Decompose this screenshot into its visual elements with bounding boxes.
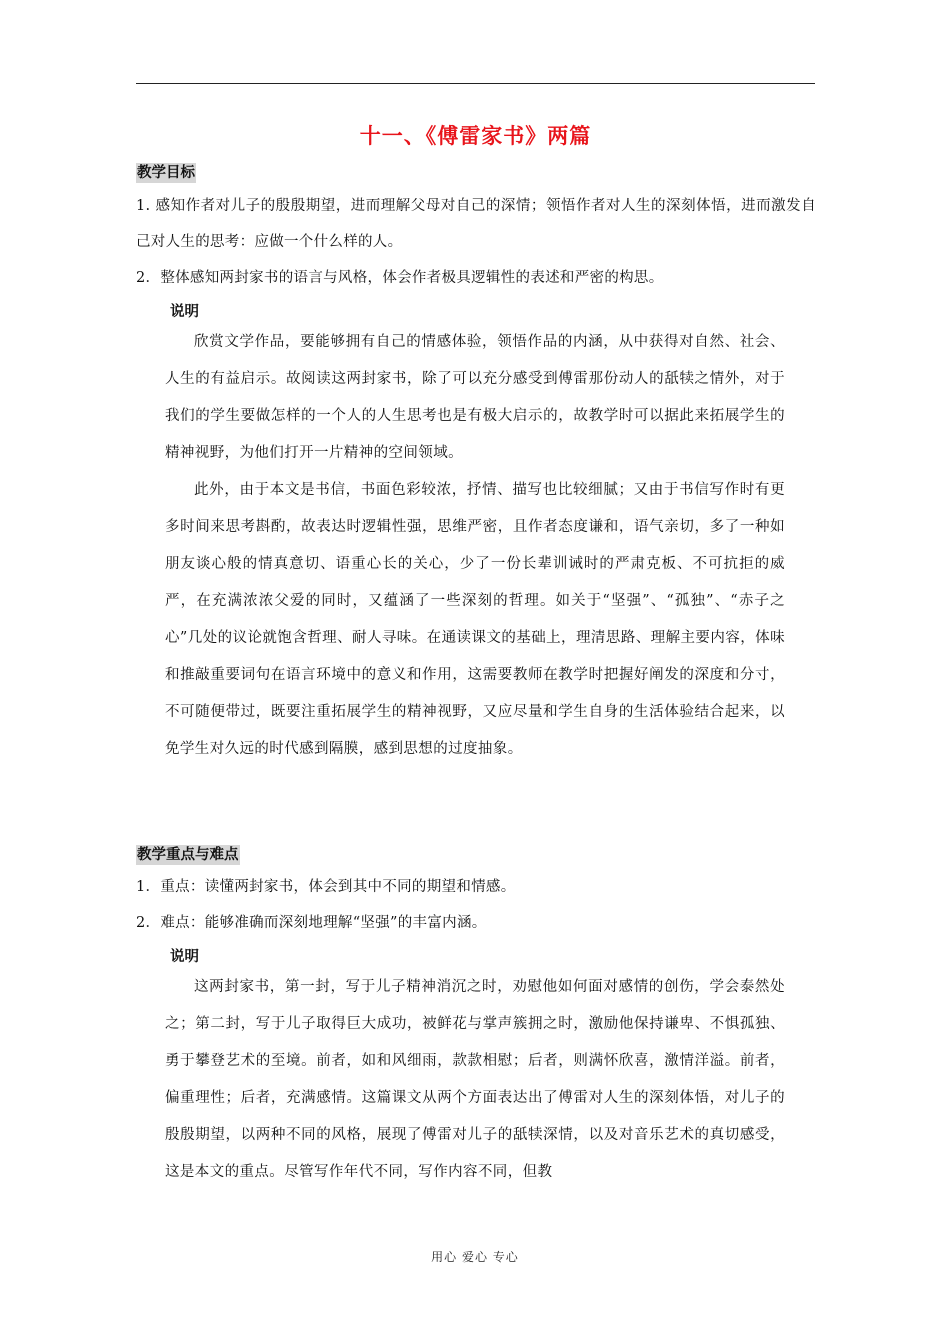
key-point-item-1: 1．重点：读懂两封家书，体会到其中不同的期望和情感。 [136,879,516,895]
note-paragraph: 这两封家书，第一封，写于儿子精神消沉之时，劝慰他如何面对感情的创伤，学会泰然处之；第二封，写于儿子取得巨大成功，被鲜花与掌声簇拥之时，激励他保持谦卑、不惧孤独、勇于攀登艺术的至境。前者，如和风细雨，款款相慰；后者，则满怀欣喜，激情洋溢。前者，偏重理性；后者，充满感情。这篇课文从两个方面表达出了傅雷对人生的深刻体悟，对儿子的殷殷期望，以两种不同的风格，展现了傅雷对儿子的舐犊深情，以及对音乐艺术的真切感受，这是本文的重点。尽管写作年代不同，写作内容不同，但教 [165,979,785,1180]
note-label-objectives: 说明 [170,304,199,320]
header-rule [136,83,815,84]
note-label-key-points: 说明 [170,949,199,965]
key-point-item-2: 2．难点：能够准确而深刻地理解“坚强”的丰富内涵。 [136,915,487,931]
document-title: 十一、《傅雷家书》两篇 [359,124,592,148]
section-heading-objectives: 教学目标 [137,165,195,181]
page-footer: 用心 爱心 专心 [431,1250,519,1264]
note-paragraph: 欣赏文学作品，要能够拥有自己的情感体验，领悟作品的内涵，从中获得对自然、社会、人生的有益启示。故阅读这两封家书，除了可以充分感受到傅雷那份动人的舐犊之情外，对于我们的学生要做怎样的一个人的人生思考也是有极大启示的，故教学时可以据此来拓展学生的精神视野，为他们打开一片精神的空间领域。 [165,334,785,461]
objective-item-2: 2．整体感知两封家书的语言与风格，体会作者极具逻辑性的表述和严密的构思。 [136,270,664,286]
section-heading-key-points: 教学重点与难点 [137,847,239,863]
note-paragraph: 此外，由于本文是书信，书面色彩较浓，抒情、描写也比较细腻；又由于书信写作时有更多时间来思考斟酌，故表达时逻辑性强，思维严密，且作者态度谦和，语气亲切，多了一种如朋友谈心般的情真意切、语重心长的关心，少了一份长辈训诫时的严肃克板、不可抗拒的威严，在充满浓浓父爱的同时，又蕴涵了一些深刻的哲理。如关于“坚强”、“孤独”、“赤子之心”几处的议论就饱含哲理、耐人寻味。在通读课文的基础上，理清思路、理解主要内容，体味和推敲重要词句在语言环境中的意义和作用，这需要教师在教学时把握好阐发的深度和分寸，不可随便带过，既要注重拓展学生的精神视野，又应尽量和学生自身的生活体验结合起来，以免学生对久远的时代感到隔膜，感到思想的过度抽象。 [165,482,785,757]
objective-item-1: 1. 感知作者对儿子的殷殷期望，进而理解父母对自己的深情；领悟作者对人生的深刻体悟，进而激发自己对人生的思考：应做一个什么样的人。 [136,198,816,250]
